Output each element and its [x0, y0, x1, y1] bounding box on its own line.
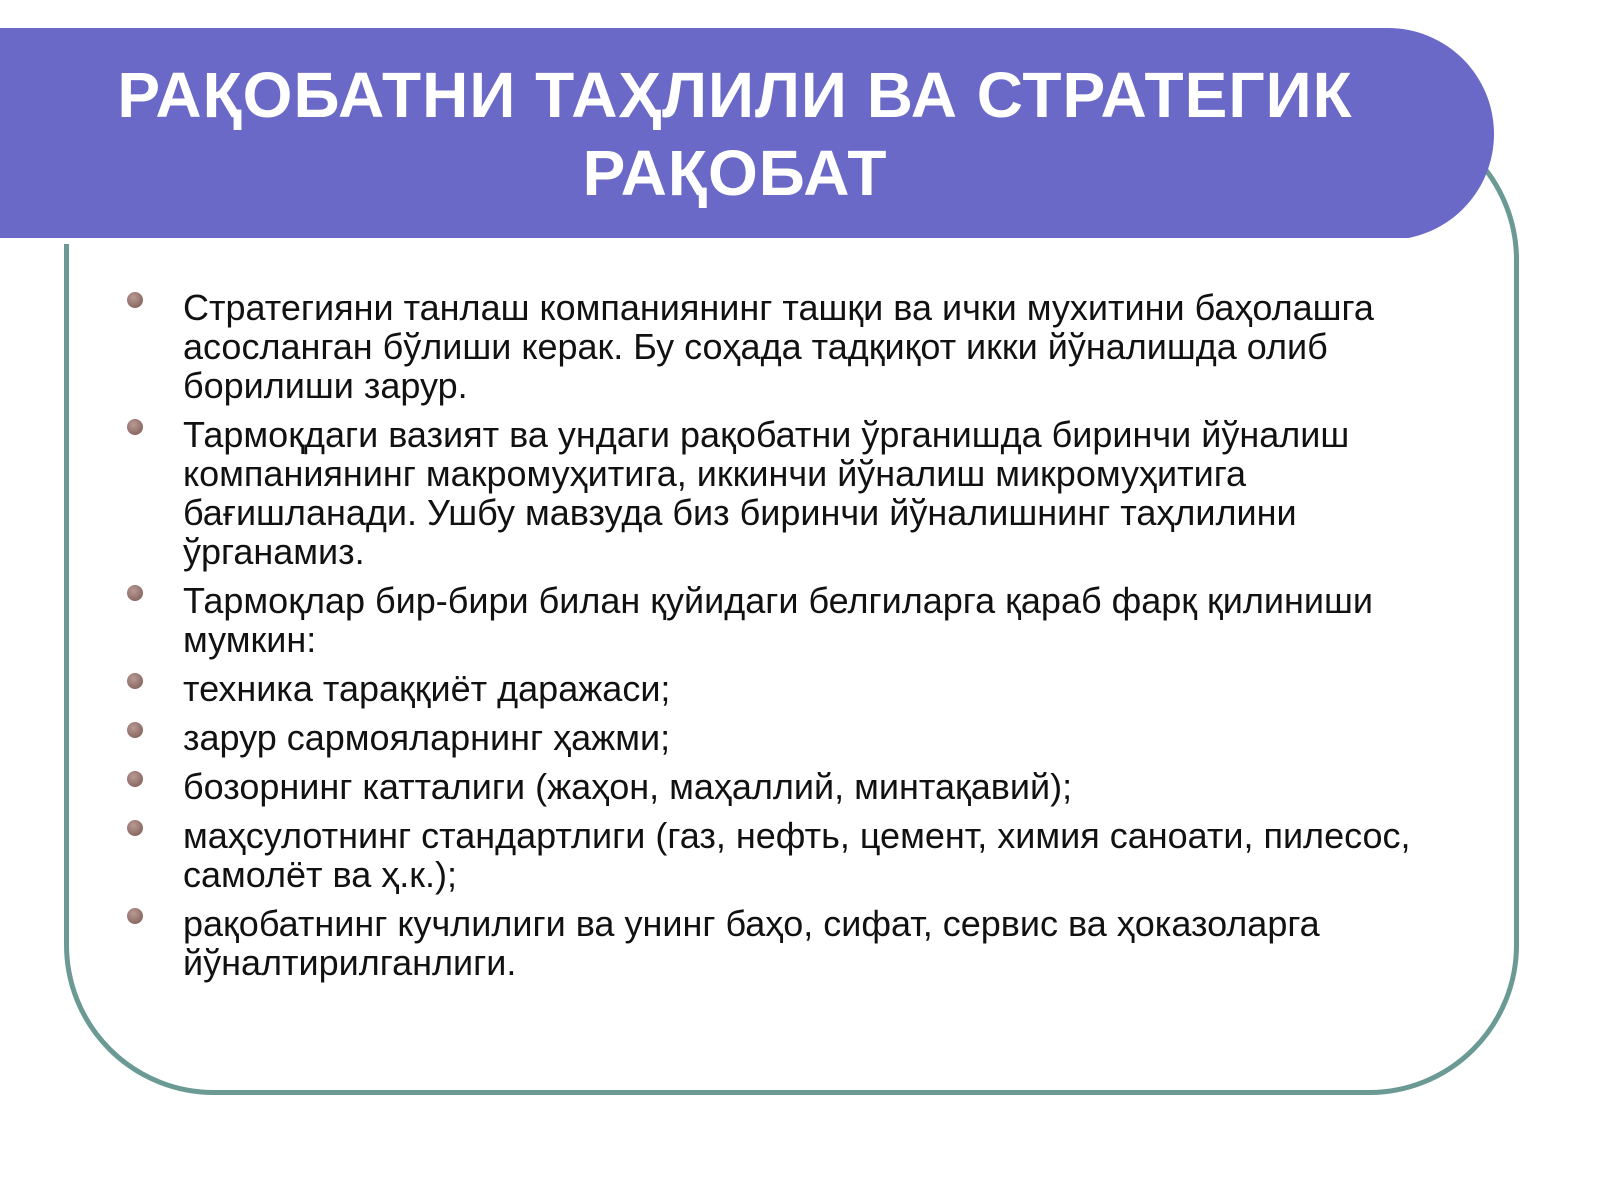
title-banner	[0, 28, 1494, 240]
bullet-text: рақобатнинг кучлилиги ва унинг баҳо, сифат, сервис ва ҳоказоларга йўналтирилганлиги.	[183, 903, 1320, 983]
bullet-text: зарур сармояларнинг ҳажми;	[183, 717, 671, 758]
bullet-list	[120, 288, 1480, 992]
slide-title	[40, 56, 1430, 212]
bullet-item	[120, 718, 1480, 757]
bullet-dot-icon	[127, 908, 143, 924]
bullet-item	[120, 415, 1480, 571]
bullet-text: Тармоқлар бир-бири билан қуйидаги белгиларга қараб фарқ қилиниши мумкин:	[183, 580, 1373, 660]
title-line-2: РАҚОБАТ	[582, 137, 888, 209]
bullet-dot-icon	[127, 820, 143, 836]
bullet-item	[120, 288, 1480, 405]
bullet-item	[120, 581, 1480, 659]
bullet-text: Тармоқдаги вазият ва ундаги рақобатни ўрганишда биринчи йўналиш компаниянинг макромуҳитига, иккинчи йўналиш микромуҳитига бағишланади. Ушбу мавзуда биз биринчи йўналишнинг таҳлилини ўрганамиз.	[183, 414, 1350, 572]
bullet-text: бозорнинг катталиги (жаҳон, маҳаллий, минтақавий);	[183, 766, 1073, 807]
bullet-dot-icon	[127, 771, 143, 787]
bullet-text: маҳсулотнинг стандартлиги (газ, нефть, цемент, химия саноати, пилесос, самолёт ва ҳ.к.);	[183, 815, 1411, 895]
bullet-item	[120, 669, 1480, 708]
bullet-dot-icon	[127, 292, 143, 308]
bullet-text: техника тараққиёт даражаси;	[183, 668, 671, 709]
bullet-dot-icon	[127, 419, 143, 435]
bullet-item	[120, 767, 1480, 806]
title-line-1: РАҚОБАТНИ ТАҲЛИЛИ ВА СТРАТЕГИК	[117, 59, 1353, 131]
bullet-text: Стратегияни танлаш компаниянинг ташқи ва ички мухитини баҳолашга асосланган бўлиши керак. Бу соҳада тадқиқот икки йўналишда олиб борилиши зарур.	[183, 287, 1374, 406]
bullet-dot-icon	[127, 673, 143, 689]
bullet-item	[120, 816, 1480, 894]
bullet-item	[120, 904, 1480, 982]
bullet-dot-icon	[127, 585, 143, 601]
title-underline	[0, 238, 1412, 244]
bullet-dot-icon	[127, 722, 143, 738]
